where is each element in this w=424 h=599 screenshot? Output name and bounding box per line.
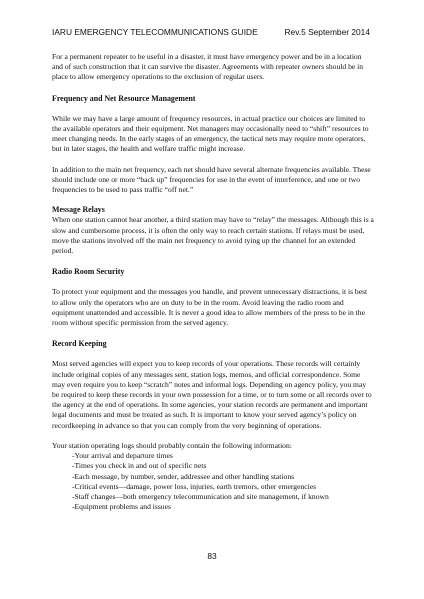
page-body: [52, 52, 374, 512]
heading-message-relays: Message Relays: [52, 205, 105, 215]
list-item: -Your arrival and departure times: [72, 451, 173, 461]
relays-paragraph: When one station cannot hear another, a third station may have to “relay” the messages. Although this is a slow and cumbersome process, it is often the only way to reach certain stations. If relays must be used, move the stations involved off the main net frequency to avoid tying up the channel for an extended period.: [52, 215, 374, 256]
log-contents-list: [52, 451, 374, 512]
heading-radio-room-security: Radio Room Security: [52, 267, 125, 277]
records-paragraph-1: Most served agencies will expect you to keep records of your operations. These records will certainly include original copies of any messages sent, station logs, memos, and official correspondence. Some may even require you to keep “scratch” notes and informal logs. Depending on agency policy, you may be required to keep these records in your own possession for a time, or to turn some or all records over to the agency at the end of operations. In some agencies, your station records are permanent and important legal documents and must be treated as such. It is important to know your served agency’s policy on recordkeeping in advance so that you can comply from the very beginning of operations.: [52, 359, 372, 430]
records-paragraph-2: Your station operating logs should probably contain the following information:: [52, 440, 292, 450]
running-header: [52, 27, 370, 37]
intro-paragraph: For a permanent repeater to be useful in a disaster, it must have emergency power and be in a location and of such construction that it can survive the disaster. Agreements with repeater owners should be in place to allow emergency operations to the exclusion of regular users.: [52, 52, 364, 82]
list-item: -Times you check in and out of specific nets: [72, 461, 207, 471]
heading-frequency: Frequency and Net Resource Management: [52, 93, 196, 103]
frequency-paragraph-1: While we may have a large amount of frequency resources, in actual practice our choices are limited to the available operators and their equipment. Net managers may occasionally need to “shift” resources to meet changing needs. In the early stages of an emergency, the tactical nets may require more operators, but in later stages, the health and welfare traffic might increase.: [52, 113, 369, 154]
guide-title: IARU EMERGENCY TELECOMMUNICATIONS GUIDE: [52, 27, 258, 37]
frequency-paragraph-2: In addition to the main net frequency, each net should have several alternate frequencies available. These should include one or more “back up” frequencies for use in the event of interference, and one or two frequencies to be used to pass traffic “off net.”: [52, 164, 371, 195]
heading-record-keeping: Record Keeping: [52, 339, 107, 349]
list-item: -Equipment problems and issues: [72, 502, 171, 512]
page-number: 83: [207, 551, 217, 561]
revision-date: Rev.5 September 2014: [284, 27, 370, 37]
security-paragraph: To protect your equipment and the messages you handle, and prevent unnecessary distractions, it is best to allow only the operators who are on duty to be in the room. Avoid leaving the radio room and equipment unattended and accessible. It is never a good idea to allow members of the press to be in the room without specific permission from the served agency.: [52, 287, 368, 328]
list-item: -Critical events—damage, power loss, injuries, earth tremors, other emergencies: [72, 481, 317, 491]
list-item: -Staff changes—both emergency telecommunication and site management, if known: [72, 491, 329, 501]
list-item: -Each message, by number, sender, addressee and other handling stations: [72, 471, 295, 481]
